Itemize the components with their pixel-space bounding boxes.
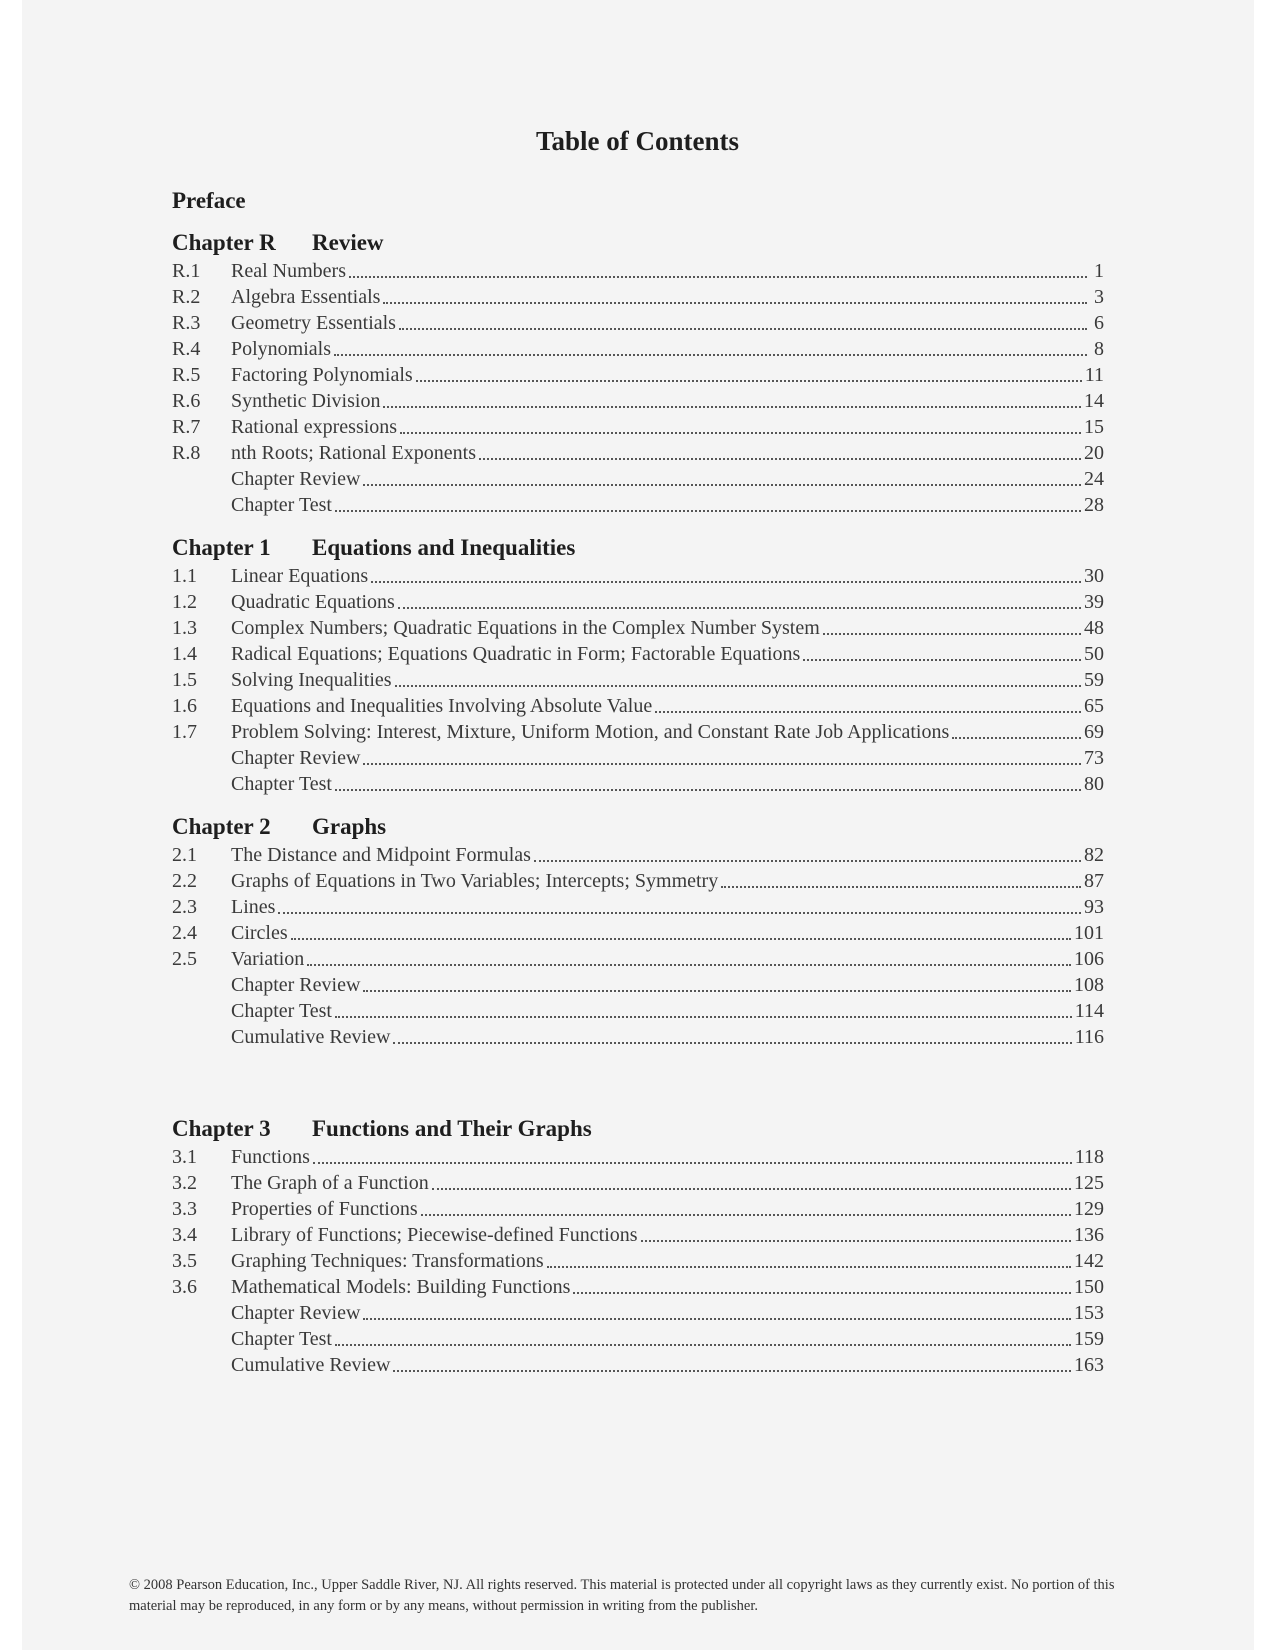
dot-leader [335,1343,1071,1346]
toc-entry[interactable] [172,1326,1104,1352]
toc-section-number: 2.5 [172,948,197,970]
toc-entry-title: Properties of Functions [231,1198,418,1220]
dot-leader [952,736,1081,739]
dot-leader [335,1015,1072,1018]
toc-section-number: 1.6 [172,695,197,717]
toc-entry[interactable] [172,440,1104,466]
dot-leader [421,1213,1071,1216]
toc-page-number: 28 [1084,494,1104,516]
dot-leader [479,457,1081,460]
chapter-number: Chapter R [172,230,276,255]
toc-page-number: 24 [1084,468,1104,490]
toc-entry-title: The Graph of a Function [231,1172,429,1194]
toc-section-number: R.4 [172,338,201,360]
toc-page-number: 48 [1084,617,1104,639]
toc-entry[interactable] [172,1248,1104,1274]
toc-entry[interactable] [172,1274,1104,1300]
dot-leader [655,710,1081,713]
toc-page-number: 114 [1074,1000,1104,1022]
toc-entry-title: Lines [231,896,276,918]
chapter-heading [172,812,1104,842]
toc-entry[interactable] [172,920,1104,946]
chapter-r-section [172,228,1104,518]
toc-entry-title: Complex Numbers; Quadratic Equations in the Complex Number System [231,617,820,639]
toc-section-number: R.5 [172,364,201,386]
toc-section-number: R.2 [172,286,201,308]
dot-leader [383,301,1087,304]
toc-entry[interactable] [172,693,1104,719]
toc-section-number: 3.5 [172,1250,197,1272]
toc-page-number: 136 [1074,1224,1104,1246]
toc-entry-title: Functions [231,1146,310,1168]
toc-section-number: 2.4 [172,922,197,944]
toc-entry[interactable] [172,771,1104,797]
toc-entry-title: Chapter Test [231,1000,332,1022]
toc-page-number: 108 [1074,974,1104,996]
toc-section-number: 3.3 [172,1198,197,1220]
chapter-number: Chapter 1 [172,535,271,560]
toc-section-number: R.1 [172,260,201,282]
toc-section-number: R.7 [172,416,201,438]
toc-entry-title: Real Numbers [231,260,346,282]
toc-entry[interactable] [172,1300,1104,1326]
chapter-name: Functions and Their Graphs [312,1116,592,1141]
toc-page-number: 163 [1074,1354,1104,1376]
toc-entry-title: Synthetic Division [231,390,381,412]
toc-entry[interactable] [172,310,1104,336]
chapter-number: Chapter 3 [172,1116,271,1141]
dot-leader [393,1369,1071,1372]
toc-entry-title: Problem Solving: Interest, Mixture, Uniform Motion, and Constant Rate Job Applications [231,721,950,743]
toc-entry-title: Cumulative Review [231,1026,391,1048]
dot-leader [371,580,1081,583]
toc-entry-title: Variation [231,948,305,970]
toc-page-number: 118 [1074,1146,1104,1168]
dot-leader [641,1239,1071,1242]
toc-page-number: 153 [1074,1302,1104,1324]
toc-section-number: 3.6 [172,1276,197,1298]
dot-leader [534,859,1081,862]
toc-section-number: 1.4 [172,643,197,665]
toc-section-number: 3.4 [172,1224,197,1246]
toc-entry-title: Library of Functions; Piecewise-defined Functions [231,1224,638,1246]
dot-leader [334,353,1087,356]
toc-entry-title: Radical Equations; Equations Quadratic in Form; Factorable Equations [231,643,801,665]
toc-section-number: 3.2 [172,1172,197,1194]
chapter-number: Chapter 2 [172,814,271,839]
chapter-1-section [172,533,1104,797]
toc-entry[interactable] [172,868,1104,894]
toc-entry-title: Quadratic Equations [231,591,395,613]
toc-page-number: 69 [1084,721,1104,743]
toc-section-number: 1.7 [172,721,197,743]
dot-leader [803,658,1081,661]
dot-leader [823,632,1081,635]
dot-leader [398,606,1081,609]
chapter-heading [172,533,1104,563]
toc-page-number: 11 [1084,364,1104,386]
toc-entry-title: Chapter Test [231,1328,332,1350]
toc-entry[interactable] [172,1144,1104,1170]
toc-page-number: 65 [1084,695,1104,717]
toc-section-number: 1.3 [172,617,197,639]
toc-entry[interactable] [172,336,1104,362]
dot-leader [547,1265,1071,1268]
toc-entry[interactable] [172,1222,1104,1248]
dot-leader [363,483,1081,486]
toc-entry-title: Mathematical Models: Building Functions [231,1276,571,1298]
toc-entry[interactable] [172,563,1104,589]
copyright-footer: © 2008 Pearson Education, Inc., Upper Saddle River, NJ. All rights reserved. This material is protected under all copyright laws as they currently exist. No portion of this material may be reproduced, in any form or by any means, without permission in writing from the publisher. [129,1577,1115,1614]
toc-entry[interactable] [172,894,1104,920]
toc-section-number: R.3 [172,312,201,334]
toc-entry[interactable] [172,414,1104,440]
toc-section-number: 1.5 [172,669,197,691]
toc-section-number: 2.1 [172,844,197,866]
toc-entry-title: Linear Equations [231,565,369,587]
dot-leader [278,911,1081,914]
toc-entry[interactable] [172,1170,1104,1196]
toc-page-number: 150 [1074,1276,1104,1298]
dot-leader [393,1041,1071,1044]
toc-entry-title: Chapter Review [231,974,361,996]
toc-entry-title: Solving Inequalities [231,669,392,691]
toc-page-number: 159 [1074,1328,1104,1350]
toc-entry-title: Graphing Techniques: Transformations [231,1250,544,1272]
toc-section-number: R.8 [172,442,201,464]
toc-page-number: 125 [1074,1172,1104,1194]
toc-page-number: 82 [1084,844,1104,866]
chapter-heading [172,1114,1104,1144]
toc-entry[interactable] [172,492,1104,518]
toc-entry[interactable] [172,641,1104,667]
toc-section-number: R.6 [172,390,201,412]
toc-entry-title: Geometry Essentials [231,312,396,334]
toc-entry-title: Graphs of Equations in Two Variables; Intercepts; Symmetry [231,870,719,892]
chapter-name: Graphs [312,814,387,839]
toc-page-number: 129 [1074,1198,1104,1220]
toc-entry-title: The Distance and Midpoint Formulas [231,844,531,866]
dot-leader [721,885,1081,888]
toc-entry-title: Chapter Test [231,773,332,795]
toc-entry[interactable] [172,258,1104,284]
dot-leader [573,1291,1071,1294]
toc-entry-title: Cumulative Review [231,1354,391,1376]
toc-page-number: 106 [1074,948,1104,970]
dot-leader [399,327,1087,330]
toc-page-number: 93 [1084,896,1104,918]
toc-page-number: 6 [1094,312,1104,334]
toc-page-number: 20 [1084,442,1104,464]
preface-heading: Preface [172,188,246,213]
toc-page-number: 8 [1094,338,1104,360]
toc-page-number: 116 [1074,1026,1104,1048]
toc-entry[interactable] [172,466,1104,492]
dot-leader [383,405,1081,408]
chapter-name: Equations and Inequalities [312,535,576,560]
toc-page-number: 14 [1084,390,1104,412]
toc-entry[interactable] [172,1024,1104,1050]
dot-leader [363,762,1081,765]
toc-entry[interactable] [172,998,1104,1024]
toc-page-number: 142 [1074,1250,1104,1272]
toc-section-number: 2.3 [172,896,197,918]
page-title: Table of Contents [535,126,740,156]
toc-entry-title: Chapter Test [231,494,332,516]
toc-entry-title: Chapter Review [231,468,361,490]
toc-page-number: 39 [1084,591,1104,613]
toc-entry[interactable] [172,745,1104,771]
toc-page-number: 50 [1084,643,1104,665]
toc-entry[interactable] [172,719,1104,745]
toc-entry[interactable] [172,589,1104,615]
chapter-name: Review [312,230,384,255]
toc-entry[interactable] [172,972,1104,998]
dot-leader [291,937,1071,940]
toc-entry-title: Chapter Review [231,1302,361,1324]
toc-page-number: 101 [1074,922,1104,944]
toc-entry[interactable] [172,284,1104,310]
dot-leader [400,431,1081,434]
dot-leader [307,963,1071,966]
dot-leader [395,684,1081,687]
toc-entry-title: nth Roots; Rational Exponents [231,442,476,464]
toc-entry-title: Algebra Essentials [231,286,381,308]
toc-entry[interactable] [172,842,1104,868]
toc-page-number: 73 [1084,747,1104,769]
toc-section-number: 1.1 [172,565,197,587]
toc-entry-title: Factoring Polynomials [231,364,413,386]
chapter-3-section [172,1114,1104,1378]
dot-leader [349,275,1087,278]
toc-page-number: 3 [1094,286,1104,308]
toc-page-number: 87 [1084,870,1104,892]
toc-page-number: 59 [1084,669,1104,691]
dot-leader [432,1187,1071,1190]
toc-entry-title: Circles [231,922,288,944]
toc-entry[interactable] [172,1352,1104,1378]
toc-entry-title: Rational expressions [231,416,398,438]
dot-leader [335,509,1081,512]
dot-leader [335,788,1081,791]
toc-page-number: 15 [1084,416,1104,438]
toc-page-number: 1 [1094,260,1104,282]
chapter-heading [172,228,1104,258]
toc-section-number: 2.2 [172,870,197,892]
dot-leader [363,989,1071,992]
toc-entry[interactable] [172,362,1104,388]
toc-page-number: 30 [1084,565,1104,587]
dot-leader [313,1161,1072,1164]
chapter-2-section [172,812,1104,1050]
toc-entry[interactable] [172,388,1104,414]
dot-leader [416,379,1082,382]
toc-entry[interactable] [172,667,1104,693]
toc-entry[interactable] [172,1196,1104,1222]
toc-entry-title: Equations and Inequalities Involving Absolute Value [231,695,653,717]
toc-entry-title: Polynomials [231,338,332,360]
toc-entry-title: Chapter Review [231,747,361,769]
toc-section-number: 1.2 [172,591,197,613]
dot-leader [363,1317,1071,1320]
toc-section-number: 3.1 [172,1146,197,1168]
toc-page-number: 80 [1084,773,1104,795]
toc-entry[interactable] [172,615,1104,641]
toc-entry[interactable] [172,946,1104,972]
